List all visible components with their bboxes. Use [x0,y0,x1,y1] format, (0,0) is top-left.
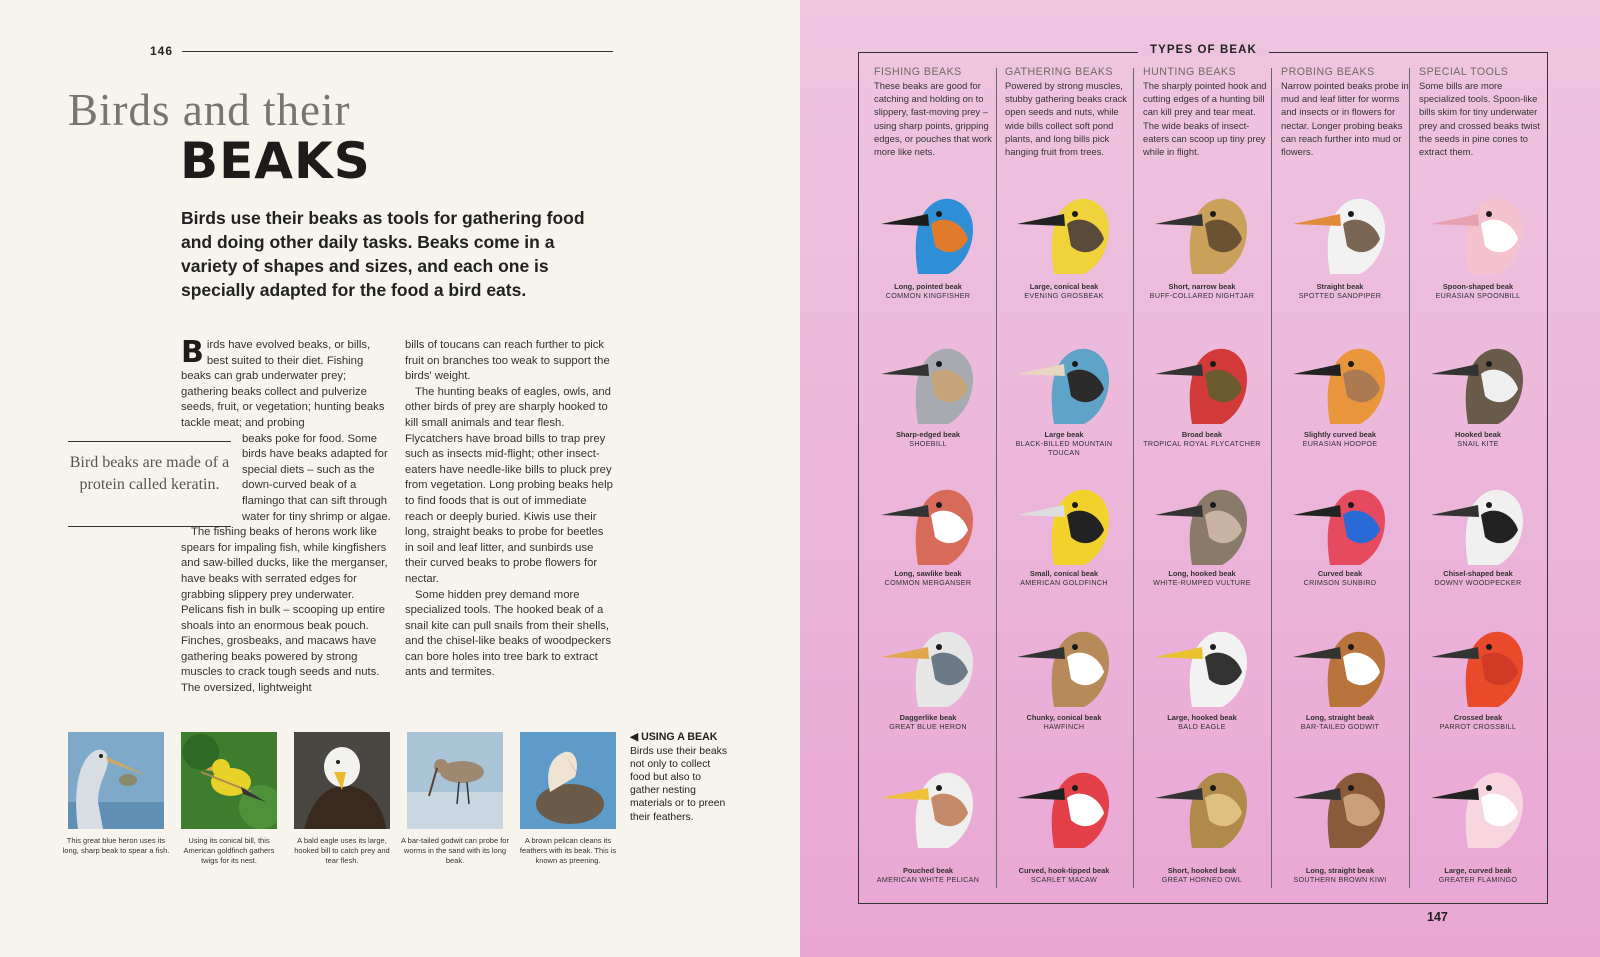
bird-card [1137,758,1267,884]
bird-caption [1275,866,1405,884]
bird-head-icon [1285,184,1395,276]
beak-type-label: Short, hooked beak [1167,866,1237,875]
photo-goldfinch [181,732,277,866]
beak-type-label: Small, conical beak [1029,569,1099,578]
bird-head-icon [1009,475,1119,567]
page-number-left: 146 [150,44,174,58]
body-paragraph: Some hidden prey demand more specialized tools. The hooked beak of a snail kite can pull snails from their shells, and the chisel-like beaks of woodpeckers can bore holes into tree bark to extract ants and termites. [405,588,611,679]
column-title: SPECIAL TOOLS [1419,66,1509,78]
species-label: BAR-TAILED GODWIT [1300,722,1380,731]
body-paragraph [181,335,391,432]
bird-head-icon [873,334,983,426]
bird-card [1275,475,1405,587]
species-label: BUFF-COLLARED NIGHTJAR [1149,291,1255,300]
bird-head-icon [1009,758,1119,850]
bird-head-icon [1423,184,1533,276]
bird-card [863,758,993,884]
beak-type-label: Large, hooked beak [1167,713,1237,722]
bird-caption [1137,866,1267,884]
species-label: CRIMSON SUNBIRD [1303,578,1377,587]
species-label: GREATER FLAMINGO [1438,875,1518,884]
bird-head-icon [1009,617,1119,709]
species-label: COMMON KINGFISHER [885,291,971,300]
species-label: GREAT HORNED OWL [1161,875,1243,884]
godwit-photo-image [407,732,503,829]
beak-type-label: Long, sawlike beak [894,569,962,578]
bird-card [1413,617,1543,731]
photo-caption: This great blue heron uses its long, sharp beak to spear a fish. [62,836,170,856]
bird-caption [999,569,1129,587]
photo-eagle [294,732,390,866]
pelican-photo-image [520,732,616,829]
body-paragraph: The hunting beaks of eagles, owls, and other birds of prey are sharply hooked to kill small animals and tear flesh. Flycatchers have broad bills to trap prey such as insects mid-flight; other insect-eaters have needle-like bills to pluck prey from vegetation. Long probing beaks help to find foods that is out of immediate reach or deeply buried. Kiwis use their long, straight beaks to probe for beetles in soil and leaf litter, and sunbirds use their curved beaks to probe flowers for nectar. [405,385,613,585]
species-label: AMERICAN WHITE PELICAN [876,875,980,884]
bird-card [1413,334,1543,448]
goldfinch-photo-image [181,732,277,829]
bird-head-icon [1009,334,1119,426]
bird-caption [1275,569,1405,587]
drop-cap: B [181,335,204,370]
column-title: GATHERING BEAKS [1005,66,1113,78]
using-a-beak-heading: ◀ USING A BEAK [630,731,718,743]
species-label: SNAIL KITE [1457,439,1499,448]
bird-card [863,334,993,448]
column-divider [1409,68,1410,888]
species-label: GREAT BLUE HERON [889,722,967,731]
bird-caption [863,430,993,448]
species-label: EVENING GROSBEAK [1024,291,1104,300]
bird-card [1275,617,1405,731]
heron-photo-image [68,732,164,829]
bird-head-icon [1285,334,1395,426]
bird-card [863,617,993,731]
bird-card [999,758,1129,884]
bird-caption [999,430,1129,457]
species-label: TROPICAL ROYAL FLYCATCHER [1143,439,1261,448]
bird-caption [1137,282,1267,300]
bird-card [1137,334,1267,448]
bird-card [999,184,1129,300]
photo-caption: A brown pelican cleans its feathers with its beak. This is known as preening. [519,836,617,866]
beak-type-label: Crossed beak [1453,713,1503,722]
bird-card [999,617,1129,731]
species-label: EURASIAN SPOONBILL [1435,291,1521,300]
beak-type-label: Broad beak [1181,430,1223,439]
body-paragraph: The fishing beaks of herons work like spears for impaling fish, while kingfishers and saw-billed ducks, like the merganser, have beaks with serrated edges for grabbing slippery prey underwater. Pelicans fish in bulk – scooping up entire shoals into an enormous beak pouch. Finches, grosbeaks, and macaws have gathering beaks powered by strong muscles to crack tough seeds and nuts. The oversized, lightweight [181,526,388,695]
bird-card [1413,475,1543,587]
bird-caption [863,282,993,300]
bird-caption [863,713,993,731]
beak-type-label: Large, curved beak [1444,866,1512,875]
using-a-beak-text: Birds use their beaks not only to collect food but also to gather nesting materials or to preen their feathers. [630,746,728,823]
bird-head-icon [1147,617,1257,709]
species-label: WHITE-RUMPED VULTURE [1153,578,1251,587]
bird-card [1137,617,1267,731]
beak-type-label: Straight beak [1316,282,1364,291]
beak-type-label: Chisel-shaped beak [1443,569,1513,578]
species-label: DOWNY WOODPECKER [1434,578,1522,587]
beak-type-label: Slightly curved beak [1304,430,1376,439]
species-label: BALD EAGLE [1178,722,1226,731]
bird-caption [1275,713,1405,731]
bird-caption [1137,569,1267,587]
body-column-2 [405,338,615,681]
column-description: These beaks are good for catching and holding on to slippery, fast-moving prey – using sharp points, gripping edges, or pouches that work more like nets. [874,80,992,158]
beak-type-label: Large beak [1044,430,1084,439]
body-paragraph: bills of toucans can reach further to pick fruit on branches too weak to support the birds' weight. [405,339,610,383]
column-title: FISHING BEAKS [874,66,962,78]
species-label: SPOTTED SANDPIPER [1298,291,1382,300]
beak-type-label: Hooked beak [1454,430,1501,439]
bird-caption [1137,713,1267,731]
bird-caption [1413,713,1543,731]
bird-caption [1413,430,1543,448]
species-label: SHOEBILL [909,439,947,448]
beak-type-label: Long, straight beak [1305,713,1375,722]
body-text: irds have evolved beaks, or bills, best suited to their diet. Fishing beaks can grab underwater prey; gathering beaks collect and pulverize seeds, fruit, or vegetation; hunting beaks tackle meat; and probing [181,339,385,429]
species-label: SCARLET MACAW [1030,875,1098,884]
beak-type-label: Daggerlike beak [899,713,957,722]
species-label: PARROT CROSSBILL [1439,722,1517,731]
species-label: COMMON MERGANSER [884,578,972,587]
pull-quote: Bird beaks are made of a protein called keratin. [68,441,231,527]
bird-head-icon [1147,184,1257,276]
beak-type-label: Long, pointed beak [894,282,962,291]
column-description: Powered by strong muscles, stubby gathering beaks crack open seeds and nuts, while wide bills collect soft pond plants, and long bills pick hanging fruit from trees. [1005,80,1127,158]
bird-card [1413,184,1543,300]
beak-type-label: Curved, hook-tipped beak [1018,866,1110,875]
photo-pelican [519,732,617,866]
bird-card [1275,184,1405,300]
bird-caption [863,569,993,587]
bird-head-icon [873,475,983,567]
bird-caption [1413,569,1543,587]
beak-type-label: Sharp-edged beak [895,430,961,439]
header-rule [182,51,613,52]
bird-card [863,184,993,300]
bird-caption [1275,430,1405,448]
bird-head-icon [1147,758,1257,850]
bird-head-icon [1423,758,1533,850]
beak-type-label: Curved beak [1317,569,1363,578]
bird-card [863,475,993,587]
bird-caption [999,282,1129,300]
species-label: SOUTHERN BROWN KIWI [1293,875,1387,884]
column-title: HUNTING BEAKS [1143,66,1237,78]
bird-caption [999,713,1129,731]
column-divider [1271,68,1272,888]
bird-card [1413,758,1543,884]
species-label: AMERICAN GOLDFINCH [1020,578,1108,587]
species-label: HAWFINCH [1043,722,1085,731]
bird-head-icon [1285,475,1395,567]
bird-head-icon [1147,334,1257,426]
beak-type-label: Spoon-shaped beak [1442,282,1514,291]
bird-caption [1413,866,1543,884]
bird-card [999,334,1129,457]
bird-card [1275,758,1405,884]
bird-caption [1137,430,1267,448]
intro-text: Birds use their beaks as tools for gathering food and doing other daily tasks. Beaks come in a variety of shapes and sizes, and each one is specially adapted for the food a bird eats. [181,208,585,300]
column-divider [1133,68,1134,888]
title-line-1: Birds and their [68,85,351,135]
column-title: PROBING BEAKS [1281,66,1375,78]
column-description: Narrow pointed beaks probe in mud and leaf litter for worms and insects or in flowers for nectar. Longer probing beaks can reach further into mud or flowers. [1281,80,1409,158]
bird-head-icon [1423,475,1533,567]
species-label: BLACK-BILLED MOUNTAIN TOUCAN [1015,439,1113,457]
beak-type-label: Large, conical beak [1029,282,1099,291]
bird-caption [1275,282,1405,300]
bird-head-icon [1009,184,1119,276]
bird-head-icon [1423,617,1533,709]
bird-card [1275,334,1405,448]
body-paragraph: beaks poke for food. Some birds have beaks adapted for special diets – such as the down-curved beak of a flamingo that can sift through water for tiny shrimp or algae. [242,432,391,523]
photo-caption: Using its conical bill, this American goldfinch gathers twigs for its nest. [183,836,275,866]
bird-head-icon [1285,758,1395,850]
photo-heron [62,732,170,856]
bird-head-icon [1147,475,1257,567]
bird-card [999,475,1129,587]
photo-caption: A bald eagle uses its large, hooked bill to catch prey and tear flesh. [294,836,390,866]
beak-types-title: TYPES OF BEAK [1138,44,1269,56]
bird-caption [1413,282,1543,300]
column-description: Some bills are more specialized tools. Spoon-like bills skim for tiny underwater prey and crossed beaks twist the seeds in pine cones to extract them. [1419,80,1540,158]
bird-head-icon [873,184,983,276]
bird-head-icon [873,758,983,850]
bird-head-icon [873,617,983,709]
bird-card [1137,475,1267,587]
bird-head-icon [1285,617,1395,709]
title-line-2: BEAKS [180,132,371,190]
using-a-beak-sidebar [630,731,730,824]
bird-caption [999,866,1129,884]
eagle-photo-image [294,732,390,829]
species-label: EURASIAN HOOPOE [1302,439,1378,448]
beak-type-label: Long, hooked beak [1168,569,1236,578]
beak-type-label: Chunky, conical beak [1026,713,1102,722]
photo-caption: A bar-tailed godwit can probe for worms in the sand with its long beak. [401,836,509,866]
column-description: The sharply pointed hook and cutting edges of a hunting bill can kill prey and tear meat. The wide beaks of insect-eaters can scoop up tiny prey while in flight. [1143,80,1267,158]
beak-type-label: Pouched beak [902,866,954,875]
photo-godwit [401,732,509,866]
bird-head-icon [1423,334,1533,426]
bird-card [1137,184,1267,300]
page-number-right: 147 [1427,910,1448,924]
beak-type-label: Short, narrow beak [1168,282,1236,291]
bird-caption [863,866,993,884]
beak-type-label: Long, straight beak [1305,866,1375,875]
